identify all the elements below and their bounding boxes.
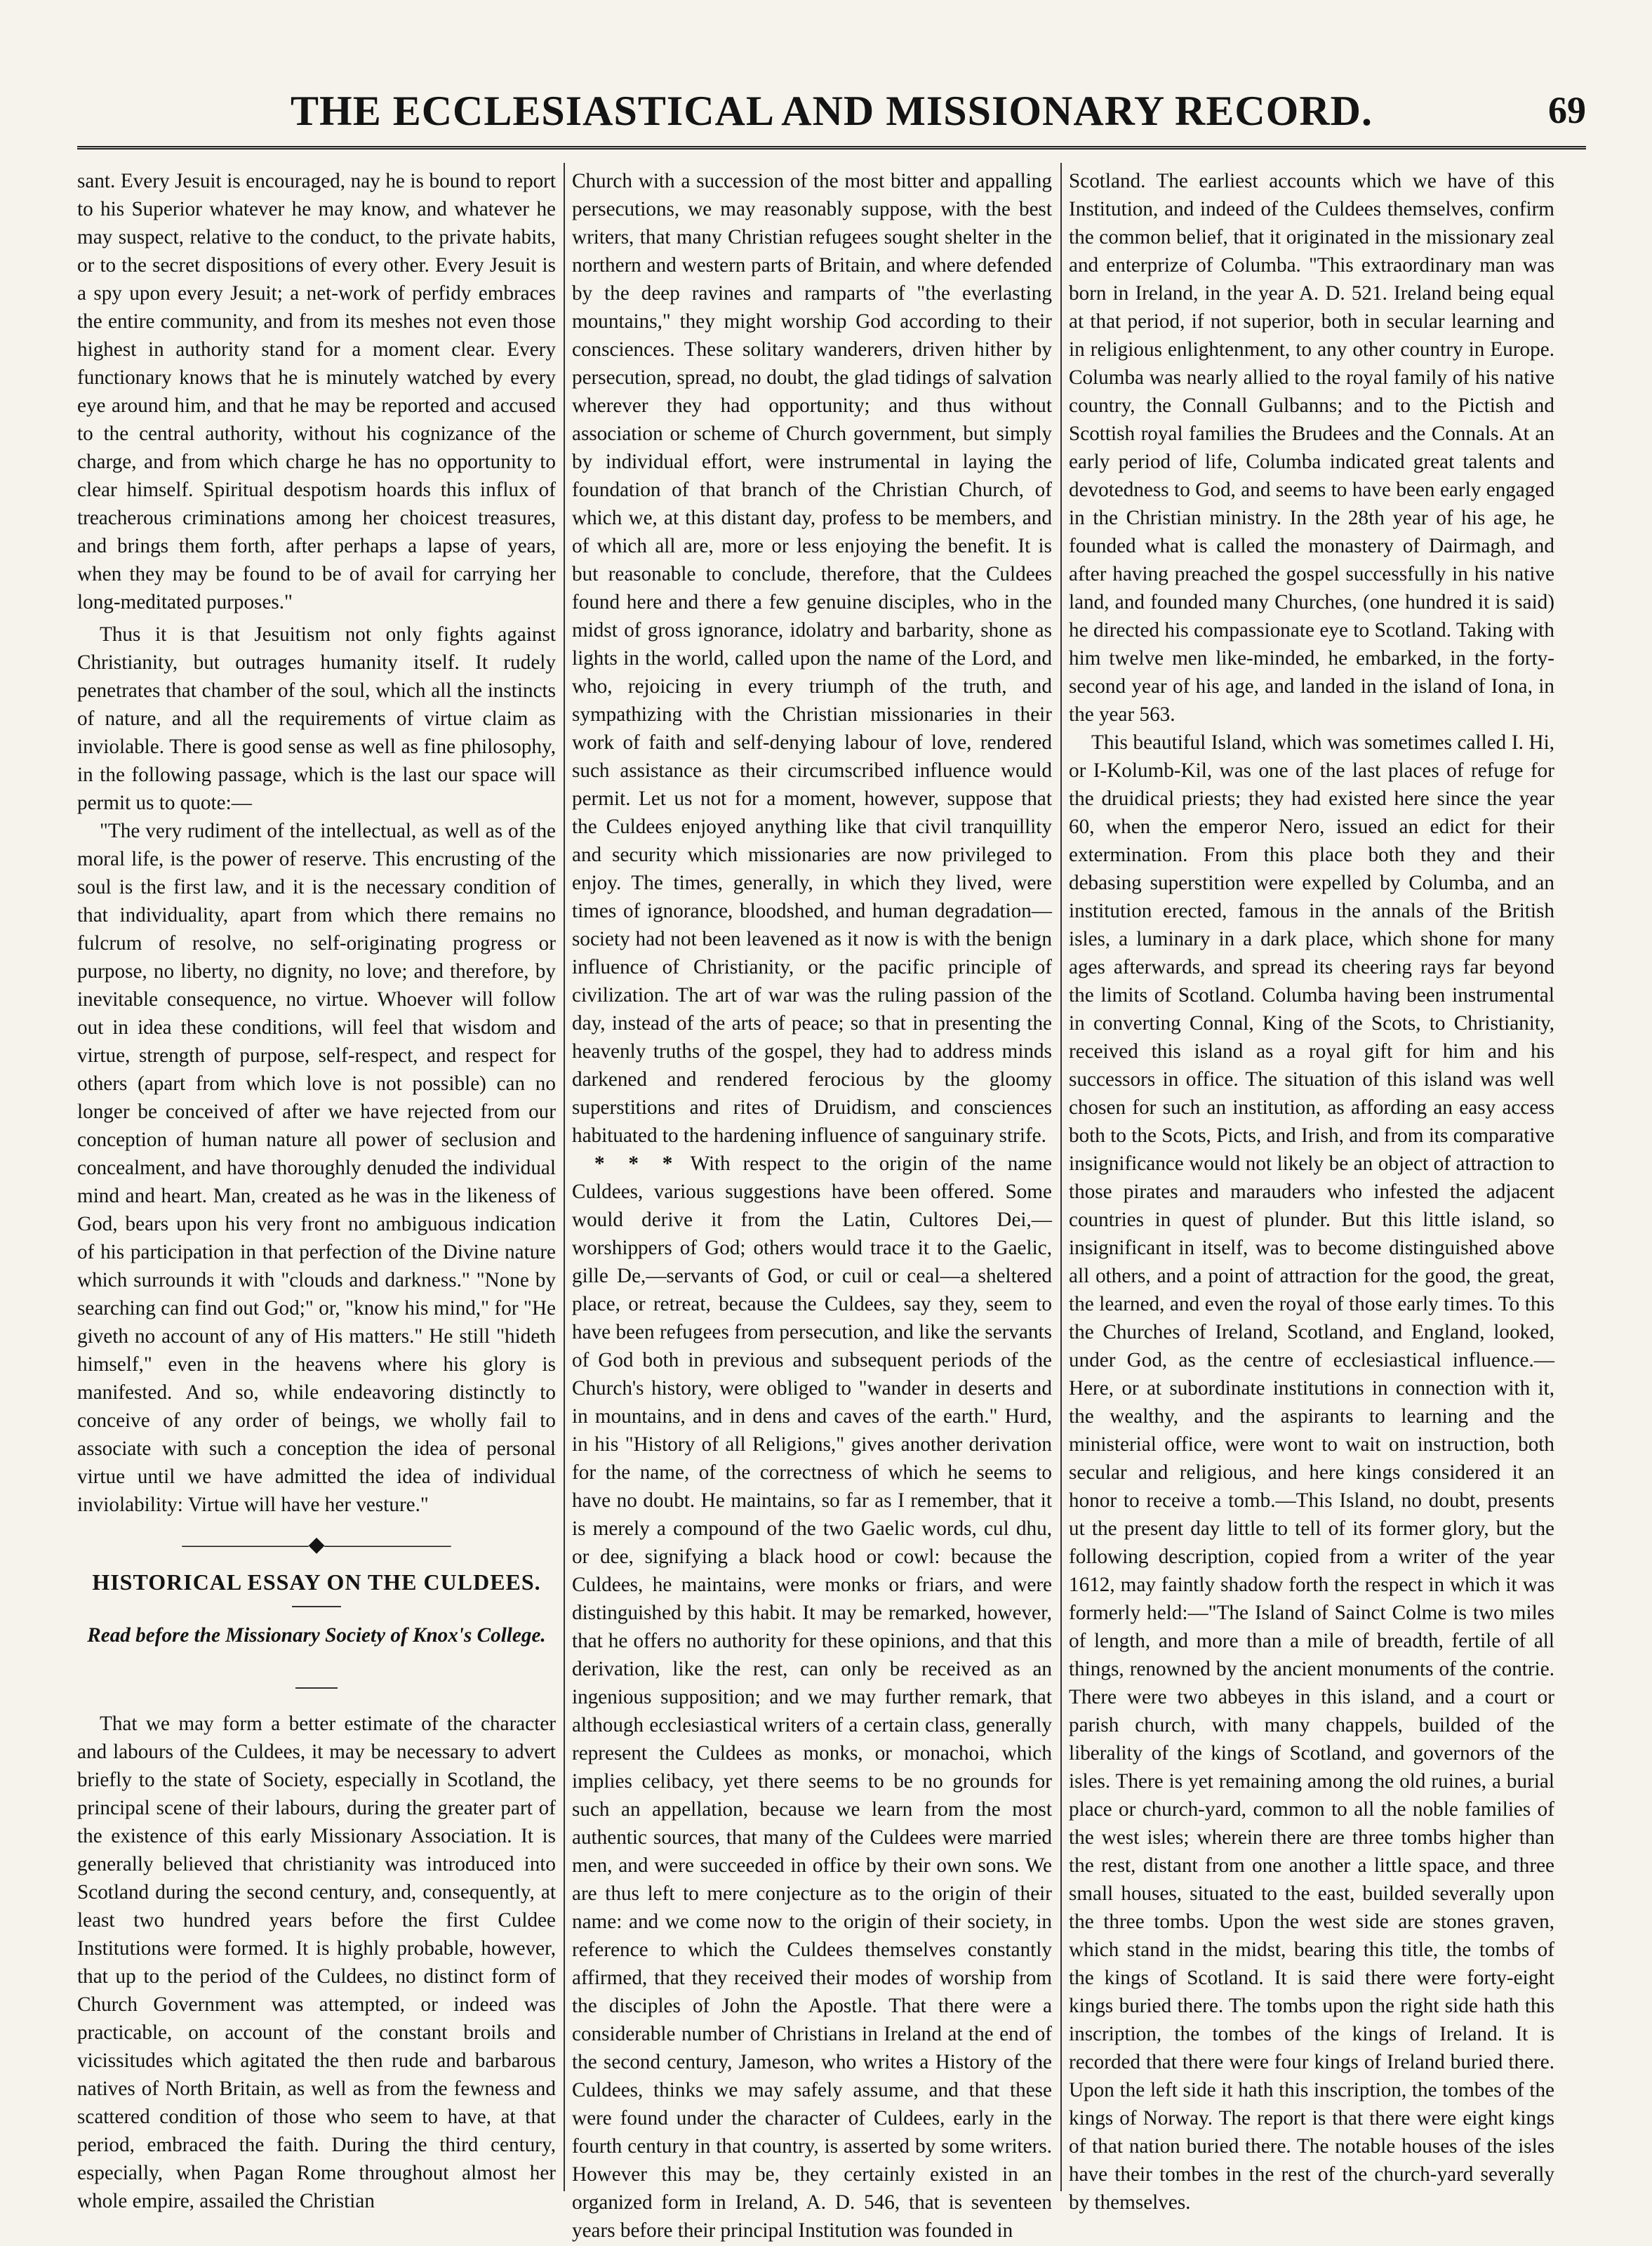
paragraph: With respect to the origin of the name Culdees, various suggestions have been offered. Some would derive it from the Latin, Cultores Dei,—worshippers of God; others would trace it to the Gaelic, gille De,—servants of God, or cuil or ceal—a sheltered place, or retreat, because the Culdees, say they, seem to have been refugees from persecution, and like the servants of God both in previous and subsequent periods of the Church's history, were obliged to "wander in deserts and in mountains, and in dens and caves of the earth." Hurd, in his "History of all Religions," gives another derivation for the name, of the correctness of which he seems to have no doubt. He maintains, so far as I remember, that it is merely a compound of the two Gaelic words, cul dhu, or dee, signifying a black hood or cowl: because the Culdees, he maintains, were monks or friars, and were distinguished by this habit. It may be remarked, however, that he offers no authority for these opinions, and that this derivation, like the rest, can only be received as an ingenious supposition; and we may further remark, that although ecclesiastical writers of a certain class, generally represent the Culdees as monks, or monachoi, which implies celibacy, yet there seems to be no grounds for such an appellation, because we learn from the most authentic sources, that many of the Culdees were married men, and were succeeded in office by their own sons. We are thus left to mere conjecture as to the origin of their name: and we come now to the origin of their society, in reference to which the Culdees themselves constantly affirmed, that they received their modes of worship from the disciples of John the Apostle. That there were a considerable number of Christians in Ireland at the end of the second century, Jameson, who writes a History of the Culdees, thinks we may safely assume, and that these were found under the character of Culdees, early in the fourth century in that country, is asserted by some writers. However this may be, they certainly existed in an organized form in Ireland, A. D. 546, that is seventeen years before their principal Institution was founded in — [572, 1152, 1052, 2242]
running-title: THE ECCLESIASTICAL AND MISSIONARY RECORD. — [291, 88, 1373, 134]
byline: Read before the Missionary Society of Knox's College. — [87, 1624, 546, 1647]
column-1 — [77, 167, 556, 2212]
column-rule-2 — [1060, 163, 1062, 2191]
running-head — [77, 87, 1586, 143]
column-3 — [1069, 167, 1554, 2214]
column-2 — [572, 167, 1052, 2242]
essay-title: HISTORICAL ESSAY ON THE CULDEES. — [92, 1569, 541, 1595]
paragraph: Thus it is that Jesuitism not only fights against Christianity, but outrages humanity itself. It rudely penetrates that chamber of the soul, which all the instincts of nature, and all the requirements of virtue claim as inviolable. There is good sense as well as fine philosophy, in the following passage, which is the last our space will permit us to quote:— — [77, 623, 556, 814]
byline-rule — [295, 1687, 338, 1689]
paragraph: sant. Every Jesuit is encouraged, nay he is bound to report to his Superior whatever he may know, and whatever he may suspect, relative to the conduct, to the private habits, or to the secret dispositions of every other. Every Jesuit is a spy upon every Jesuit; a net-work of perfidy embraces the entire community, and from its meshes not even those highest in authority stand for a moment clear. Every functionary knows that he is minutely watched by every eye around him, and that he may be reported and accused to the central authority, without his cognizance of the charge, and from which charge he has no opportunity to clear himself. Spiritual despotism hoards this influx of treacherous criminations among her choicest treasures, and brings them forth, after perhaps a lapse of years, when they may be found to be of avail for carrying her long-meditated purposes." — [77, 170, 556, 613]
header-rule — [77, 146, 1586, 149]
column-rule-1 — [564, 163, 565, 2191]
page-number: 69 — [1548, 89, 1586, 131]
title-rule — [292, 1606, 341, 1607]
paragraph: That we may form a better estimate of the character and labours of the Culdees, it may be necessary to advert briefly to the state of Society, especially in Scotland, the principal scene of their labours, during the greater part of the existence of this early Missionary Association. It is generally believed that christianity was introduced into Scotland during the second century, and, consequently, at least two hundred years before the first Culdee Institutions were formed. It is highly probable, however, that up to the period of the Culdees, no distinct form of Church Government was attempted, or indeed was practicable, on account of the constant broils and vicissitudes which agitated the then rude and barbarous natives of North Britain, as well as from the fewness and scattered condition of those who seem to have, at that period, embraced the faith. During the third century, especially, when Pagan Rome throughout almost her whole empire, assailed the Christian — [77, 1713, 556, 2212]
paragraph: Scotland. The earliest accounts which we have of this Institution, and indeed of the Culdees themselves, confirm the common belief, that it originated in the missionary zeal and enterprize of Columba. "This extraordinary man was born in Ireland, in the year A. D. 521. Ireland being equal at that period, if not superior, both in secular learning and in religious enlightenment, to any other country in Europe. Columba was nearly allied to the royal family of his native country, the Connall Gulbanns; and to the Pictish and Scottish royal families the Brudees and the Connals. At an early period of life, Columba indicated great talents and devotedness to God, and seems to have been early engaged in the Christian ministry. In the 28th year of his age, he founded what is called the monastery of Dairmagh, and after having preached the gospel successfully in his native land, and founded many Churches, (one hundred it is said) he directed his compassionate eye to Scotland. Taking with him twelve men like-minded, he embarked, in the forty-second year of his age, and landed in the island of Iona, in the year 563. — [1069, 170, 1554, 726]
ornamental-divider: ——————◆—————— — [182, 1533, 451, 1556]
block-quote: "The very rudiment of the intellectual, as well as of the moral life, is the power of reserve. This encrusting of the soul is the first law, and it is the necessary condition of that individuality, apart from which there remains no fulcrum of resolve, no self-originating progress or purpose, no liberty, no dignity, no love; and therefore, by inevitable consequence, no virtue. Whoever will follow out in idea these conditions, will feel that wisdom and virtue, strength of purpose, self-respect, and respect for others (apart from which love is not possible) can no longer be conceived of after we have rejected from our conception of human nature all power of seclusion and concealment, and have thoroughly denuded the individual mind and heart. Man, created as he was in the likeness of God, bears upon his very front no ambiguous indication of his participation in that perfection of the Divine nature which surrounds it with "clouds and darkness." "None by searching can find out God;" or, "know his mind," for "He giveth no account of any of His matters." He still "hideth himself," even in the heavens where his glory is manifested. And so, while endeavoring distinctly to conceive of any order of beings, we wholly fail to associate with such a conception the idea of personal virtue until we have admitted the idea of individual inviolability: Virtue will have her vesture." — [77, 820, 556, 1516]
paragraph: Church with a succession of the most bitter and appalling persecutions, we may reasonably suppose, with the best writers, that many Christian refugees sought shelter in the northern and western parts of Britain, and where defended by the deep ravines and ramparts of "the everlasting mountains," they might worship God according to their consciences. These solitary wanderers, driven hither by persecution, spread, no doubt, the glad tidings of salvation wherever they had opportunity; and thus without association or scheme of Church government, but simply by individual effort, were instrumental in laying the foundation of that branch of the Christian Church, of which we, at this distant day, profess to be members, and of which all are, more or less enjoying the benefit. It is but reasonable to conclude, therefore, that the Culdees found here and there a few genuine disciples, who in the midst of gross ignorance, idolatry and barbarity, shone as lights in the world, called upon the name of the Lord, and who, rejoicing in every triumph of the truth, and sympathizing with the Christian missionaries in their work of faith and self-denying labour of love, rendered such assistance as their circumscribed influence would permit. Let us not for a moment, however, suppose that the Culdees enjoyed anything like that civil tranquillity and security which missionaries are now privileged to enjoy. The times, generally, in which they lived, were times of ignorance, bloodshed, and human degradation—society had not been leavened as it now is with the benign influence of Christianity, or the pacific principle of civilization. The art of war was the ruling passion of the day, instead of the arts of peace; so that in presenting the heavenly truths of the gospel, they had to address minds darkened and rendered ferocious by the gloomy superstitions and rites of Druidism, and consciences habituated to the hardening influence of sanguinary strife. — [572, 170, 1052, 1147]
paragraph: This beautiful Island, which was sometimes called I. Hi, or I-Kolumb-Kil, was one of the last places of refuge for the druidical priests; they had existed here since the year 60, when the emperor Nero, issued an edict for their extermination. From this place both they and their debasing superstition were expelled by Columba, and an institution erected, famous in the annals of the British isles, a luminary in a dark place, which shone for many ages afterwards, and spread its cheering rays far beyond the limits of Scotland. Columba having been instrumental in converting Connal, King of the Scots, to Christianity, received this island as a royal gift for him and his successors in office. The situation of this island was well chosen for such an institution, as affording an easy access both to the Scots, Picts, and Irish, and from its comparative insignificance would not likely be an object of attraction to those pirates and marauders who infested the adjacent countries in quest of plunder. But this little island, so insignificant in itself, was to become distinguished above all others, and a point of attraction for the good, the great, the learned, and even the royal of those early times. To this the Churches of Ireland, Scotland, and England, looked, under God, as the centre of ecclesiastical influence.—Here, or at subordinate institutions in connection with it, the wealthy, and the aspirants to learning and the ministerial office, were wont to wait on instruction, both secular and religious, and here kings considered it an honor to receive a tomb.—This Island, no doubt, presents ut the present day little to tell of its former glory, but the following description, copied from a writer of the year 1612, may faintly shadow forth the respect in which it was formerly held:—"The Island of Sainct Colme is two miles of length, and more than a mile of breadth, fertile of all things, renowned by the ancient monuments of the contrie. There were two abbeyes in this island, and a court or parish church, with many chappels, builded of the liberality of the kings of Scotland, and governors of the isles. There is yet remaining among the old ruines, a burial place or church-yard, common to all the noble families of the west isles; wherein there are three tombs higher than the rest, distant from one another a little space, and three small houses, situated to the east, builded severally upon the three tombs. Upon the west side are stones graven, which stand in the midst, bearing this title, the tombs of the kings of Scotland. It is said there were forty-eight kings buried there. The tombs upon the right side hath this inscription, the tombes of the kings of Ireland. It is recorded that there were four kings of Ireland buried there. Upon the left side it hath this inscription, the tombes of the kings of Norway. The report is that there were eight kings of that nation buried there. The notable houses of the isles have their tombes in the rest of the church-yard severally by themselves. — [1069, 731, 1554, 2214]
section-stars: * * * — [594, 1152, 679, 1175]
